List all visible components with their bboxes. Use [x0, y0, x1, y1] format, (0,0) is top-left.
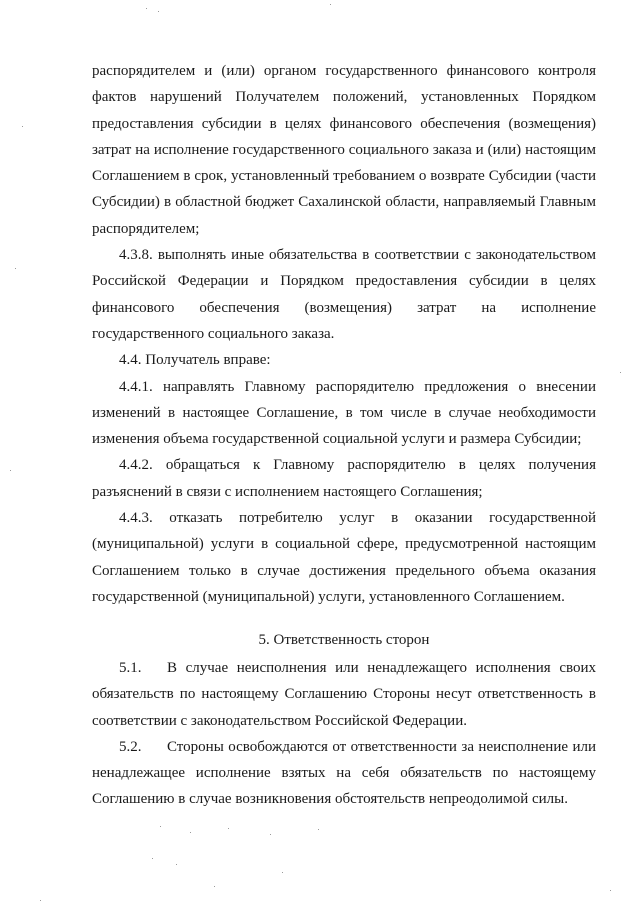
scan-speck: [158, 11, 159, 12]
scan-speck: [214, 886, 215, 887]
section-item-5-2: [92, 734, 596, 813]
paragraph-4-4-2: 4.4.2. обращаться к Главному распорядителю в целях получения разъяснений в связи с исполнением настоящего Соглашения;: [92, 457, 596, 500]
scan-speck: [318, 829, 319, 830]
section-item-5-1: [92, 655, 596, 734]
paragraph-continuation: распорядителем и (или) органом государственного финансового контроля фактов нарушений Получателем положений, установленных Порядком предоставления субсидии в целях финансового обеспечения (возмещения) затрат на исполнение государственного социального заказа и (или) настоящим Соглашением в срок, установленный требованием о возврате Субсидии (части Субсидии) в областной бюджет Сахалинской области, направляемый Главным распорядителем;: [92, 63, 596, 237]
scan-speck: [620, 372, 621, 373]
section-item-number: 5.1.: [119, 660, 142, 676]
scan-speck: [10, 470, 11, 471]
scan-speck: [330, 4, 331, 5]
scan-speck: [160, 826, 161, 827]
paragraph-4-4-3: 4.4.3. отказать потребителю услуг в оказании государственной (муниципальной) услуги в социальной сфере, предусмотренной настоящим Соглашением только в случае достижения предельного объема оказания государственной (муниципальной) услуги, установленного Соглашением.: [92, 510, 596, 605]
scan-speck: [228, 828, 229, 829]
scan-speck: [176, 864, 177, 865]
scan-speck: [146, 8, 147, 9]
paragraph-4-4: 4.4. Получатель вправе:: [119, 352, 271, 369]
paragraph-4-4-1: 4.4.1. направлять Главному распорядителю предложения о внесении изменений в настоящее Соглашение, в том числе в случае необходимости изменения объема государственной социальной услуги и размера Субсидии;: [92, 378, 596, 448]
scan-speck: [282, 872, 283, 873]
section-body: [92, 655, 596, 813]
section-heading: 5. Ответственность сторон: [258, 632, 430, 648]
section-item-number: 5.2.: [119, 738, 142, 755]
scan-speck: [15, 268, 16, 269]
section-item-text: В случае неисполнения или ненадлежащего исполнения своих обязательств по настоящему Соглашению Стороны несут ответственность в соответствии с законодательством Российской Федерации.: [92, 660, 596, 729]
scan-speck: [40, 900, 41, 901]
scan-speck: [190, 832, 191, 833]
scan-speck: [22, 126, 23, 127]
scan-speck: [270, 834, 271, 835]
body-text: [92, 58, 596, 610]
paragraph-4-3-8: 4.3.8. выполнять иные обязательства в соответствии с законодательством Российской Федерации и Порядком предоставления субсидии в целях финансового обеспечения (возмещения) затрат на исполнение государственного социального заказа.: [92, 247, 596, 342]
scan-speck: [152, 858, 153, 859]
scan-speck: [610, 890, 611, 891]
section-item-text: Стороны освобождаются от ответственности за неисполнение или ненадлежащее исполнение взятых на себя обязательств по настоящему Соглашению в случае возникновения обстоятельств непреодолимой силы.: [92, 738, 596, 808]
